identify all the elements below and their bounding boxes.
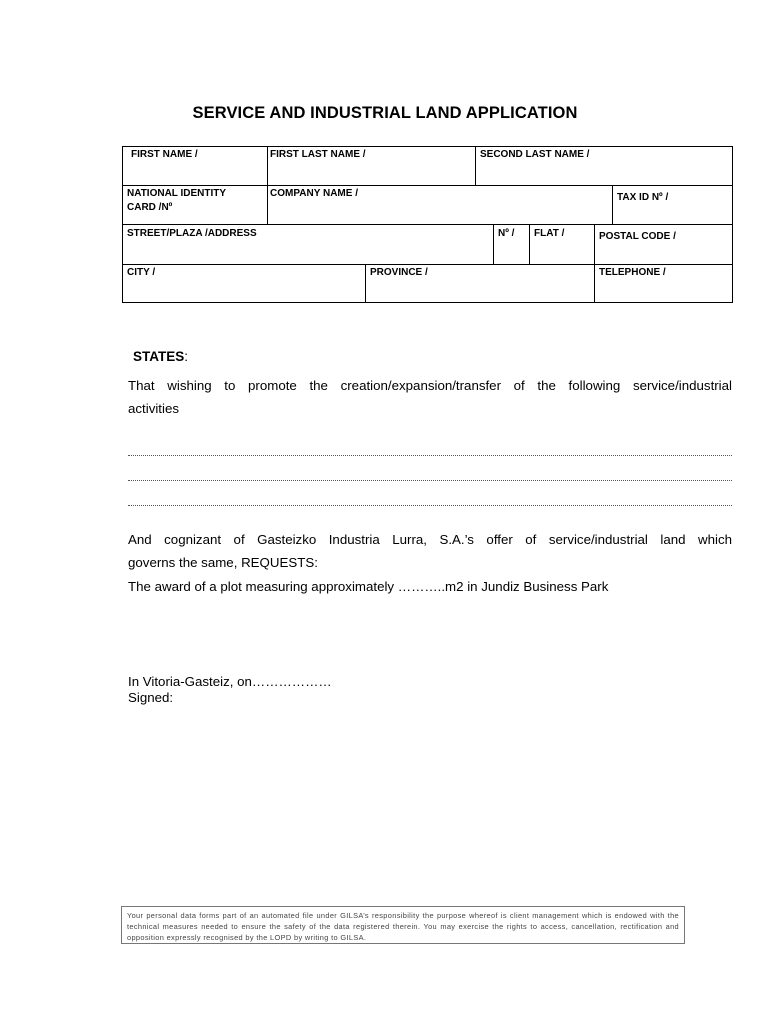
plot-award-line: The award of a plot measuring approximately ………..m2 in Jundiz Business Park — [128, 579, 609, 594]
activity-line-3[interactable] — [128, 505, 732, 506]
flat-label: FLAT / — [534, 228, 565, 239]
states-paragraph-line1: That wishing to promote the creation/expansion/transfer of the following service/industrial — [128, 378, 732, 393]
city-label: CITY / — [127, 267, 156, 278]
first-name-label: FIRST NAME / — [131, 149, 198, 160]
states-heading — [133, 349, 188, 364]
first-last-name-label: FIRST LAST NAME / — [270, 149, 366, 160]
requests-paragraph-line2: governs the same, REQUESTS: — [128, 555, 318, 570]
national-id-label-line1: NATIONAL IDENTITY — [127, 188, 227, 199]
province-label: PROVINCE / — [370, 267, 428, 278]
number-label: Nº / — [498, 228, 515, 239]
street-label: STREET/PLAZA /ADDRESS — [127, 228, 257, 239]
activity-line-2[interactable] — [128, 480, 732, 481]
tax-id-label: TAX ID Nº / — [617, 192, 669, 203]
place-date-line: In Vitoria-Gasteiz, on……………… — [128, 674, 332, 689]
telephone-label: TELEPHONE / — [599, 267, 666, 278]
postal-code-label: POSTAL CODE / — [599, 231, 676, 242]
requests-paragraph-line1: And cognizant of Gasteizko Industria Lurra, S.A.’s offer of service/industrial land which — [128, 532, 732, 547]
states-paragraph-line2: activities — [128, 401, 179, 416]
company-name-label: COMPANY NAME / — [270, 188, 358, 199]
national-id-label-line2: CARD /Nº — [127, 202, 173, 213]
signed-line: Signed: — [128, 690, 174, 705]
data-protection-notice: Your personal data forms part of an automated file under GILSA’s responsibility the purpose whereof is client management which is endowed with the technical measures needed to ensure the safety of the data registered therein. You may exercise the rights to access, cancellation, rectification and opposition expressly recognised by the LOPD by writing to GILSA. — [121, 906, 685, 944]
city-field[interactable] — [122, 264, 366, 303]
activity-line-1[interactable] — [128, 455, 732, 456]
states-heading-colon: : — [184, 349, 189, 364]
second-last-name-label: SECOND LAST NAME / — [480, 149, 590, 160]
page-title: SERVICE AND INDUSTRIAL LAND APPLICATION — [192, 104, 578, 122]
states-heading-text: STATES — [133, 349, 185, 364]
